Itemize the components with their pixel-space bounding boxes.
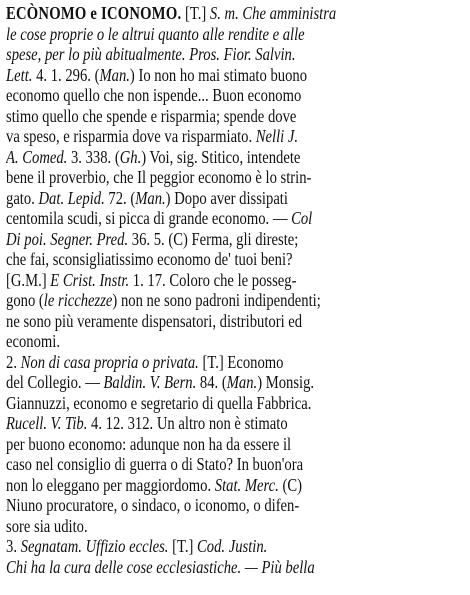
text-line bbox=[6, 516, 460, 537]
text-segment: S. m. Che amministra bbox=[209, 3, 337, 23]
text-line bbox=[6, 147, 460, 168]
text-segment: spese, per lo più abitualmente. Pros. Fior. Salvin. bbox=[6, 44, 296, 64]
text-line bbox=[6, 208, 460, 229]
text-line bbox=[6, 352, 460, 373]
text-segment: stimo quello che spende e risparmia; spende dove bbox=[6, 105, 297, 126]
text-segment: 36. 5. (C) Ferma, gli direste; bbox=[128, 228, 299, 249]
text-line bbox=[6, 495, 460, 516]
text-segment: va speso, e risparmia dove va risparmiato. bbox=[6, 126, 256, 146]
text-segment: Giannuzzi, economo e segretario di quella Fabbrica. bbox=[6, 392, 312, 413]
text-segment: Di poi. Segner. Pred. bbox=[6, 228, 129, 249]
text-line bbox=[6, 372, 460, 393]
text-segment: del Collegio. — bbox=[6, 372, 104, 392]
text-segment: ) Io non ho mai stimato buono bbox=[129, 64, 308, 85]
text-segment: Man. bbox=[99, 64, 130, 85]
text-segment: Nelli J. bbox=[255, 126, 299, 146]
text-line bbox=[6, 229, 460, 250]
text-segment: [T.] bbox=[168, 536, 198, 556]
text-segment: non lo eleggano per maggiordomo. bbox=[6, 474, 215, 495]
text-segment: le ricchezze bbox=[43, 290, 113, 310]
text-line bbox=[6, 331, 460, 352]
text-segment: Cod. Justin. bbox=[197, 536, 268, 556]
text-line bbox=[6, 85, 460, 106]
text-segment: Baldin. V. Bern. bbox=[103, 372, 197, 392]
headword: ECÒNOMO e ICONOMO. bbox=[6, 3, 182, 23]
text-line bbox=[6, 290, 460, 311]
text-segment: ) Dopo aver dissipati bbox=[165, 187, 288, 208]
text-line bbox=[6, 270, 460, 291]
text-segment: A. Comed. bbox=[6, 146, 68, 167]
text-segment: Chi ha la cura delle cose ecclesiastiche. — Più bella bbox=[6, 556, 315, 577]
text-line bbox=[6, 475, 460, 496]
text-segment: sore sia udito. bbox=[6, 515, 88, 536]
text-line bbox=[6, 44, 460, 65]
text-segment: ) Monsig. bbox=[257, 372, 315, 392]
text-segment: Gh. bbox=[119, 146, 142, 167]
text-line bbox=[6, 454, 460, 475]
text-segment: per buono economo: adunque non ha da essere il bbox=[6, 433, 292, 454]
text-segment: che fai, sconsigliatissimo economo de' tuoi beni? bbox=[6, 249, 293, 269]
text-segment: Man. bbox=[135, 187, 166, 208]
text-line bbox=[6, 3, 460, 24]
text-segment: Segnatam. Uffizio eccles. bbox=[20, 536, 169, 556]
text-segment: caso nel consiglio di guerra o di Stato? In buon'ora bbox=[6, 454, 304, 474]
text-segment: Niuno procuratore, o sindaco, o iconomo, o difen- bbox=[6, 495, 300, 515]
text-line bbox=[6, 188, 460, 209]
text-segment: ne sono più veramente dispensatori, distributori ed bbox=[6, 310, 303, 331]
text-segment: bene il proverbio, che Il peggior economo è lo strin- bbox=[6, 167, 312, 187]
text-line bbox=[6, 434, 460, 455]
text-segment: 3. bbox=[6, 536, 21, 556]
text-segment: Man. bbox=[226, 372, 258, 392]
text-segment: 4. 1. 296. ( bbox=[32, 64, 100, 85]
text-segment: 72. ( bbox=[104, 187, 136, 208]
text-segment: [T.] Economo bbox=[198, 351, 284, 372]
text-line bbox=[6, 393, 460, 414]
text-segment: economo quello che non ispende... Buon economo bbox=[6, 85, 302, 105]
text-segment: [T.] bbox=[181, 3, 210, 23]
text-segment: 1. 17. Coloro che le posseg- bbox=[129, 269, 297, 290]
text-segment: centomila scudi, si picca di grande economo. — bbox=[6, 208, 292, 228]
text-segment: Rucell. V. Tib. bbox=[6, 413, 88, 433]
text-segment: Lett. bbox=[6, 64, 33, 85]
text-segment: ) non ne sono padroni indipendenti; bbox=[112, 290, 321, 310]
text-segment: Dat. Lepid. bbox=[38, 187, 105, 208]
text-segment: 2. bbox=[6, 351, 21, 372]
text-line bbox=[6, 249, 460, 270]
text-line bbox=[6, 311, 460, 332]
text-line bbox=[6, 536, 460, 557]
text-segment: 3. 338. ( bbox=[67, 146, 120, 167]
text-line bbox=[6, 557, 460, 578]
text-segment: gono ( bbox=[6, 290, 44, 310]
text-segment: Stat. Merc. bbox=[214, 474, 279, 495]
text-segment: economi. bbox=[6, 331, 61, 351]
text-segment: ) Voi, sig. Stitico, intendete bbox=[141, 146, 301, 167]
text-line bbox=[6, 106, 460, 127]
text-line bbox=[6, 413, 460, 434]
text-line bbox=[6, 24, 460, 45]
text-segment: gato. bbox=[6, 187, 39, 208]
text-segment: 4. 12. 312. Un altro non è stimato bbox=[87, 413, 288, 433]
text-line bbox=[6, 126, 460, 147]
text-segment: le cose proprie o le altrui quanto alle rendite e alle bbox=[6, 23, 305, 44]
text-segment: (C) bbox=[278, 474, 302, 495]
text-line bbox=[6, 65, 460, 86]
text-segment: [G.M.] bbox=[6, 269, 51, 290]
text-segment: Col bbox=[291, 208, 313, 228]
text-segment: Non di casa propria o privata. bbox=[20, 351, 199, 372]
text-segment: E Crist. Instr. bbox=[50, 269, 130, 290]
text-line bbox=[6, 167, 460, 188]
text-segment: 84. ( bbox=[196, 372, 227, 392]
